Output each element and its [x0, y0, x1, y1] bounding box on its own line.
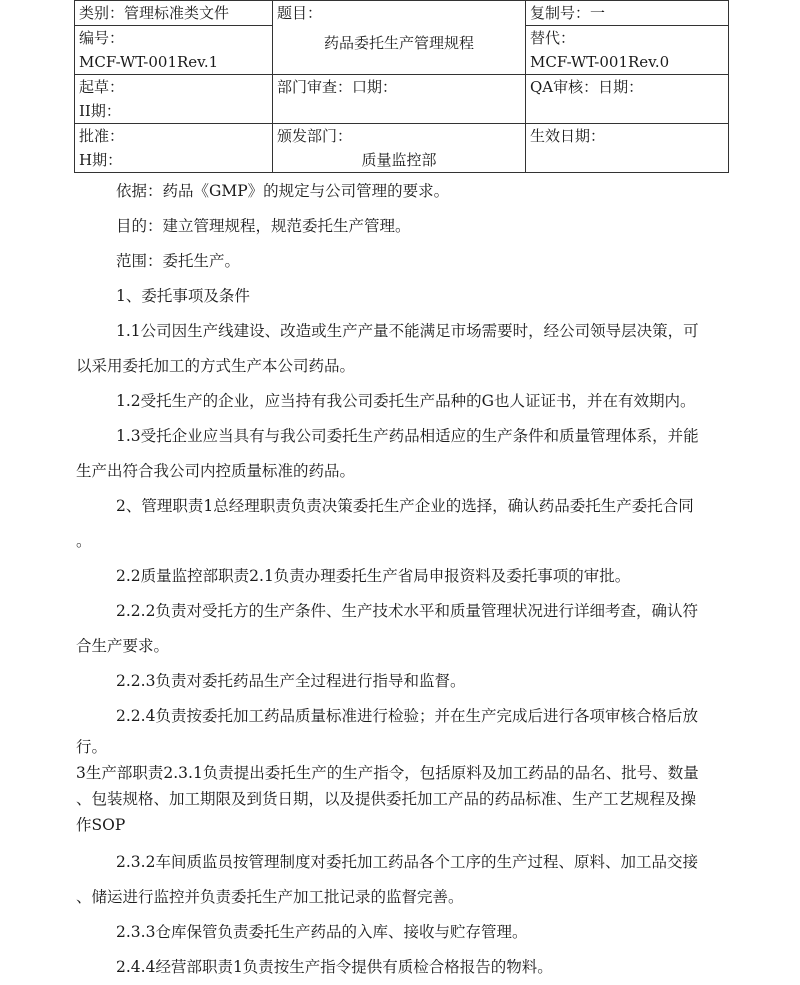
code-cell	[75, 26, 273, 75]
approve-label: 批准：	[79, 127, 125, 145]
draft-label: 起草：	[79, 78, 125, 96]
section-2-4-4: 2.4.4经营部职责1负责按生产指令提供有质检合格报告的物料。	[116, 958, 553, 976]
scope-paragraph: 范围：委托生产。	[116, 252, 241, 270]
document-title: 药品委托生产管理规程	[323, 34, 474, 52]
section-2-3-2-line-2: 、储运进行监控并负责委托生产加工批记录的监督完善。	[76, 888, 464, 906]
section-1-2: 1.2受托生产的企业，应当持有我公司委托生产品种的G也人证证书，并在有效期内。	[116, 392, 696, 410]
section-2-3-3: 2.3.3仓库保管负责委托生产药品的入库、接收与贮存管理。	[116, 923, 528, 941]
section-2-2-3: 2.2.3负责对委托药品生产全过程进行指导和监督。	[116, 672, 466, 690]
section-2-line-2: 。	[76, 532, 92, 550]
purpose-paragraph: 目的：建立管理规程，规范委托生产管理。	[116, 217, 411, 235]
effective-date-cell	[526, 124, 729, 173]
section-1-heading: 1、委托事项及条件	[116, 287, 250, 305]
replace-label: 替代：	[530, 29, 576, 47]
section-3-line-3: 作SOP	[76, 816, 126, 834]
section-2-2-2-line-2: 合生产要求。	[76, 637, 170, 655]
issue-dept-cell	[273, 124, 526, 173]
document-body	[76, 174, 726, 985]
section-2-2-2-line-1: 2.2.2负责对受托方的生产条件、生产技术水平和质量管理状况进行详细考查，确认符	[116, 602, 698, 620]
section-1-3-line-1: 1.3受托企业应当具有与我公司委托生产药品相适应的生产条件和质量管理体系，并能	[116, 427, 699, 445]
issue-dept-label: 颁发部门：	[277, 127, 353, 145]
category-text: 类别：管理标准类文件	[79, 4, 230, 22]
qa-review-cell	[526, 75, 729, 124]
copy-number-text: 复制号：一	[530, 4, 606, 22]
draft-cell	[75, 75, 273, 124]
effective-date-text: 生效日期：	[530, 127, 606, 145]
section-1-1-line-2: 以采用委托加工的方式生产本公司药品。	[76, 357, 356, 375]
basis-paragraph: 依据：药品《GMP》的规定与公司管理的要求。	[116, 182, 450, 200]
issue-dept-value: 质量监控部	[361, 151, 437, 169]
title-cell	[273, 1, 526, 75]
dept-review-cell	[273, 75, 526, 124]
approve-date: H期：	[79, 151, 123, 169]
category-cell	[75, 1, 273, 26]
section-3-line-2: 、包装规格、加工期限及到货日期，以及提供委托加工产品的药品标准、生产工艺规程及操	[76, 790, 697, 808]
section-2-3-2-line-1: 2.3.2车间质监员按管理制度对委托加工药品各个工序的生产过程、原料、加工品交接	[116, 853, 698, 871]
copy-number-cell	[526, 1, 729, 26]
section-1-3-line-2: 生产出符合我公司内控质量标准的药品。	[76, 462, 356, 480]
replace-cell	[526, 26, 729, 75]
document-header-table	[74, 0, 729, 173]
qa-review-text: QA审核：日期：	[530, 78, 644, 96]
replace-value: MCF-WT-001Rev.0	[530, 53, 670, 71]
approve-cell	[75, 124, 273, 173]
section-2-line-1: 2、管理职责1总经理职责负责决策委托生产企业的选择，确认药品委托生产委托合同	[116, 497, 694, 515]
section-2-2: 2.2质量监控部职责2.1负责办理委托生产省局申报资料及委托事项的审批。	[116, 567, 631, 585]
dept-review-text: 部门审查：口期：	[277, 78, 398, 96]
code-value: MCF-WT-001Rev.1	[79, 53, 219, 71]
section-3-line-1: 3生产部职责2.3.1负责提出委托生产的生产指令，包括原料及加工药品的品名、批号、数量	[76, 764, 699, 782]
paragraph-gap	[76, 838, 726, 845]
title-label: 题目：	[277, 4, 323, 22]
draft-date: II期：	[79, 102, 121, 120]
code-label: 编号：	[79, 29, 125, 47]
section-2-2-4-line-2: 行。	[76, 738, 108, 756]
section-2-2-4-line-1: 2.2.4负责按委托加工药品质量标准进行检验；并在生产完成后进行各项审核合格后放	[116, 707, 698, 725]
section-1-1-line-1: 1.1公司因生产线建设、改造或生产产量不能满足市场需要时，经公司领导层决策，可	[116, 322, 699, 340]
